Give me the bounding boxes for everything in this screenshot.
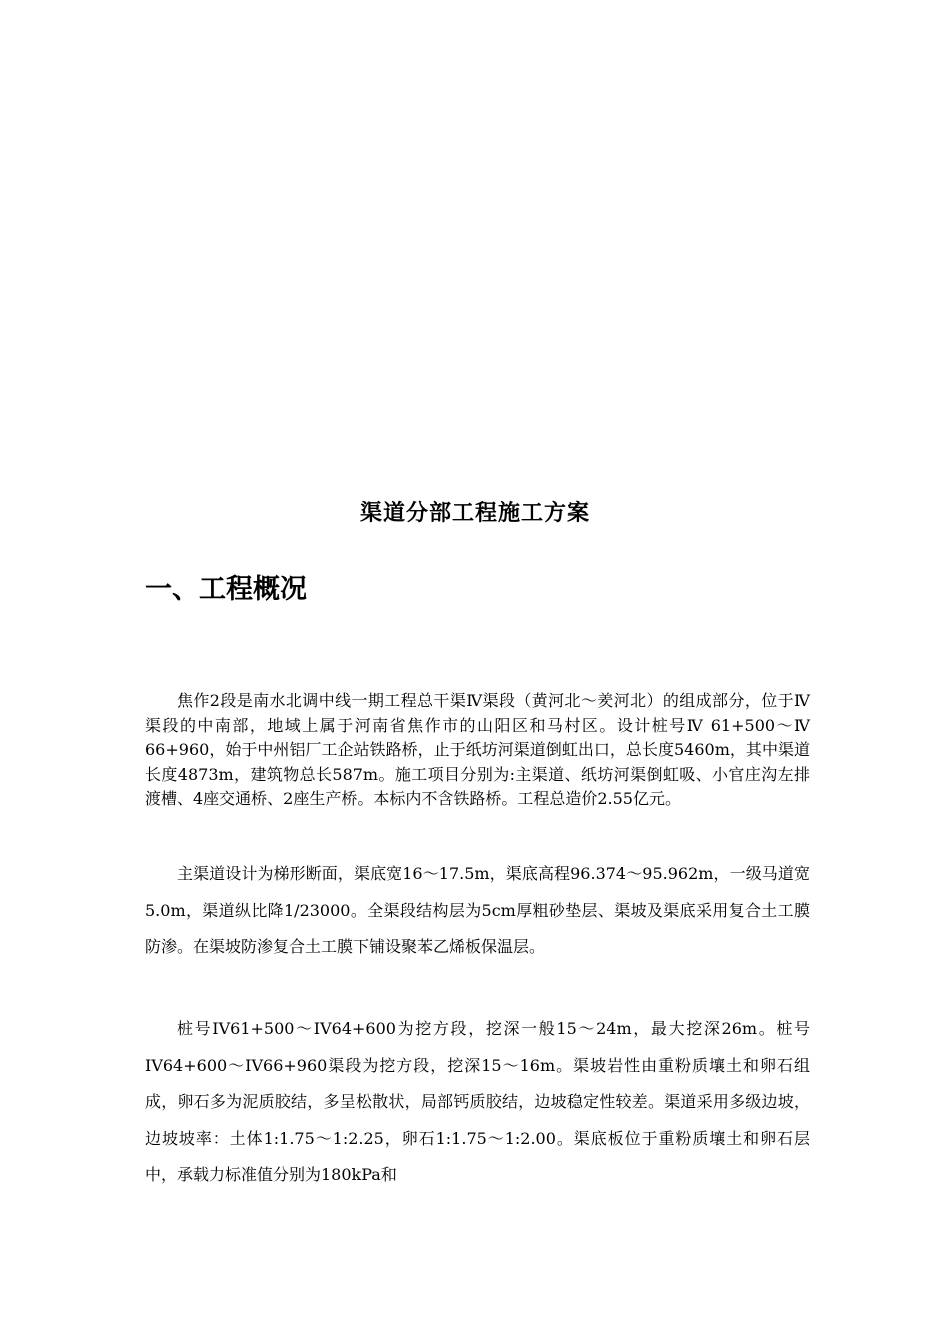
document-title: 渠道分部工程施工方案 (359, 501, 590, 526)
paragraph-main-channel-design: 主渠道设计为梯形断面，渠底宽16～17.5m，渠底高程96.374～95.962m，一级马道宽5.0m，渠道纵比降1/23000。全渠段结构层为5cm厚粗砂垫层、渠坡及渠底采用复合土工膜防渗。在渠坡防渗复合土工膜下铺设聚苯乙烯板保温层。 (145, 864, 810, 956)
paragraph-excavation-sections: 桩号IV61+500～IV64+600为挖方段，挖深一般15～24m，最大挖深26m。桩号IV64+600～IV66+960渠段为挖方段，挖深15～16m。渠坡岩性由重粉质壤土和卵石组成，卵石多为泥质胶结，多呈松散状，局部钙质胶结，边坡稳定性较差。渠道采用多级边坡，边坡坡率：土体1:1.75～1:2.25，卵石1:1.75～1:2.00。渠底板位于重粉质壤土和卵石层中，承载力标准值分别为180kPa和 (145, 1019, 810, 1184)
section-heading-project-overview: 一、工程概况 (145, 574, 307, 605)
paragraph-project-location: 焦作2段是南水北调中线一期工程总干渠Ⅳ渠段（黄河北～羑河北）的组成部分，位于Ⅳ渠段的中南部，地域上属于河南省焦作市的山阳区和马村区。设计桩号Ⅳ 61+500～Ⅳ 66+960，始于中州铝厂工企站铁路桥，止于纸坊河渠道倒虹出口，总长度5460m，其中渠道长度4873m，建筑物总长587m。施工项目分别为:主渠道、纸坊河渠倒虹吸、小官庄沟左排渡槽、4座交通桥、2座生产桥。本标内不含铁路桥。工程总造价2.55亿元。 (145, 691, 810, 808)
